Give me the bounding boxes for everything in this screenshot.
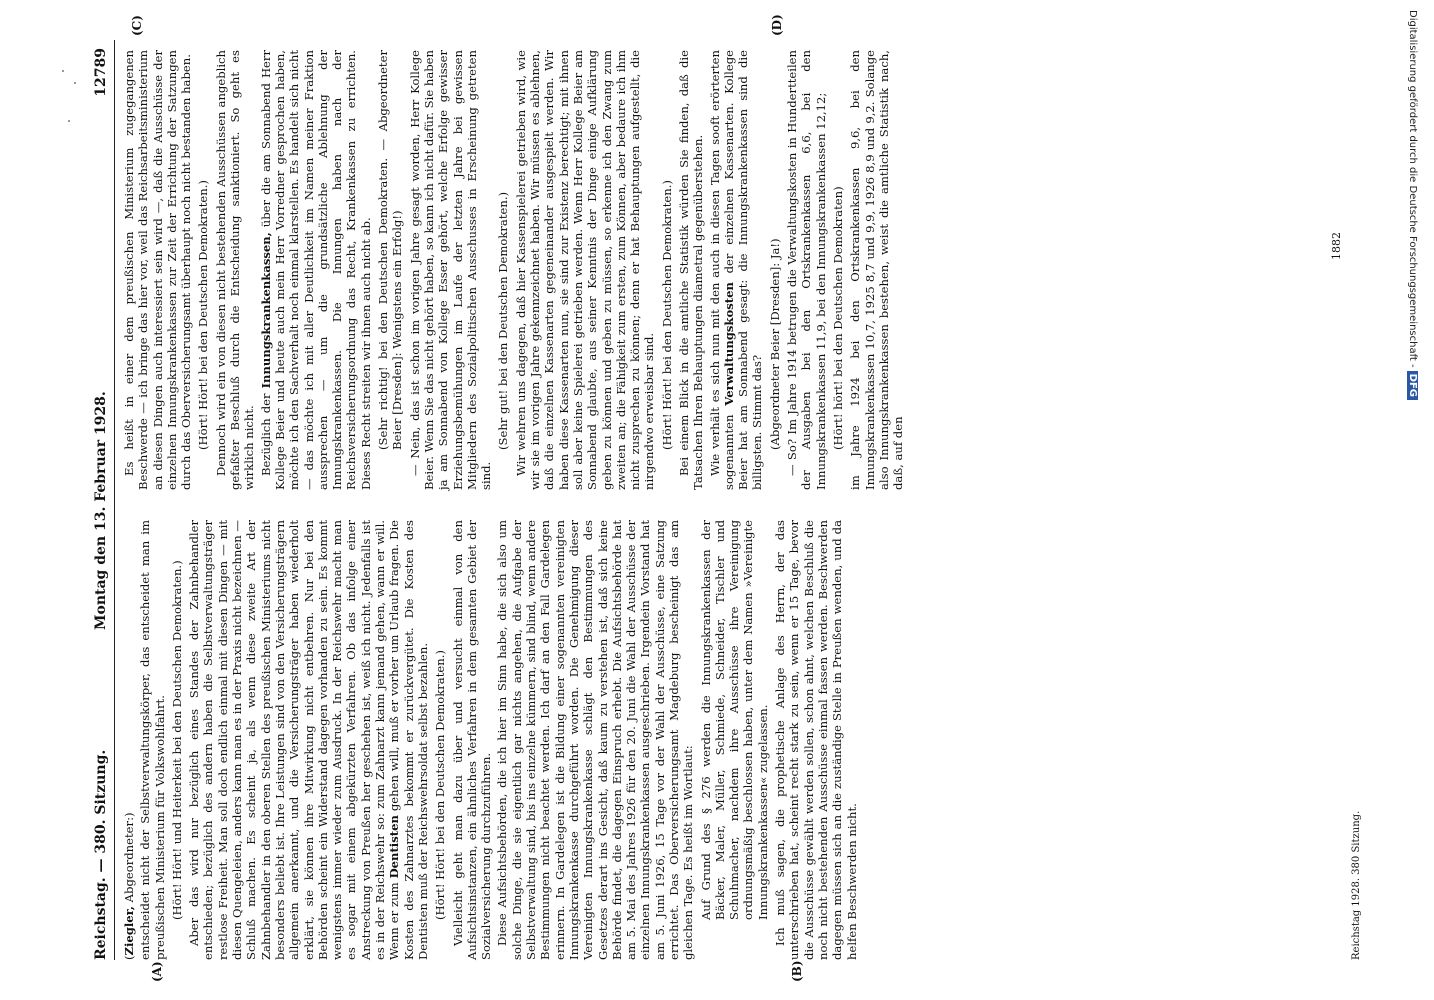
paragraph-text: Bezüglich der <box>258 393 273 476</box>
speaker-name: Ziegler, <box>122 906 136 956</box>
emphasis-dentisten: Dentisten <box>387 815 402 879</box>
paragraph: Bei einem Blick in die amtliche Statistik würden Sie finden, daß die Tatsachen Ihren Behauptungen diametral gegenüberstehen. <box>676 50 706 490</box>
paragraph: Wir wehren uns dagegen, daß hier Kassenspielerei getrieben wird, wie wir sie im vorigen Jahre gekennzeichnet haben. Wir müssen es ablehnen, daß die einzelnen Kassenarten gegeneinander ausgespielt werden. Wir haben diese Kassenarten nun, sie sind zur Existenz berechtigt; mit ihnen soll aber keine Spielerei getrieben werden. Wenn Herr Kollege Beier am Sonnabend glaubte, aus seiner Kenntnis der Dinge einige Aufklärung geben zu können und geben zu müssen, so erkenne ich den Zwang zum zweiten an; die Fähigkeit zum ersten, zum Können, aber bedaure ich ihm nicht zusprechen zu können; denn er hat Behauptungen aufgestellt, die nirgendwo erweisbar sind. <box>513 50 657 490</box>
page-header <box>90 40 115 960</box>
dfg-funding-note <box>1404 10 1418 990</box>
margin-letter-b: (B) <box>790 960 804 982</box>
paragraph-text: über die am Sonnabend Herr Kollege Beier und heute auch mein Herr Vorredner gesprochen haben, möchte ich den Sachverhalt noch einmal klarstellen. Es handelt sich nicht — das möchte ich mit aller Deutlichkeit im Namen meiner Fraktion aussprechen — um die grundsätzliche Ablehnung der Innungskrankenkassen. Die Innungen haben nach der Reichsversicherungsordnung das Recht, Krankenkassen zu errichten. Dieses Recht streiten wir ihnen auch nicht ab. <box>258 50 373 490</box>
text-column-right <box>122 50 907 490</box>
paragraph: Diese Aufsichtsbehörden, die ich hier im Sinn habe, die sich also um solche Dinge, die sie eigentlich gar nichts angehen, die Aufgabe der Selbstverwaltung sind, bis ins einzelne kümmern, sind blind, wenn andere Bestimmungen nicht beachtet werden. Ich darf an den Fall Gardelegen erinnern. In Gardelegen ist die Bildung einer sogenannten vereinigten Innungskrankenkasse durchgeführt worden. Die Genehmigung dieser Vereinigten Innungskrankenkasse schlägt den Bestimmungen des Gesetzes derart ins Gesicht, daß kaum zu verstehen ist, daß sich keine Behörde findet, die dagegen Einspruch erhebt. Die Aufsichtsbehörde hat am 5. Mai des Jahres 1926 für den 20. Juni die Wahl der Ausschüsse der einzelnen Innungskrankenkassen ausgeschrieben. Irgendein Vorstand hat am 5. Juni 1926, 15 Tage vor der Wahl der Ausschüsse, eine Satzung errichtet. Das Oberversicherungsamt Magdeburg bescheinigt das am gleichen Tage. Es heißt im Wortlaut: <box>495 520 696 960</box>
rotated-scan-page <box>90 14 1390 982</box>
dfg-logo: DFG <box>1407 371 1418 400</box>
text-column-left <box>122 520 861 960</box>
emphasis-verwaltungskosten: Verwaltungskosten <box>721 282 736 406</box>
interjection: (Sehr gut! bei den Deutschen Demokraten.) <box>496 191 511 450</box>
paragraph: Es heißt in einer dem preußischen Ministerium zugegangenen Beschwerde — ich bringe das hier vor, weil das Reichsarbeitsministerium an diesen Dingen auch interessiert sein wird —, daß die Ausschüsse der einzelnen Innungskrankenkassen zur Zeit der Errichtung der Satzungen durch das Oberversicherungsamt überhaupt noch nicht bestanden haben. <box>122 50 194 490</box>
paragraph <box>259 50 373 490</box>
interjection: (Abgeordneter Beier [Dresden]: Ja!) <box>767 238 782 450</box>
speaker-line: (Ziegler, Abgeordneter:) <box>122 812 136 960</box>
paragraph: entscheidet nicht der Selbstverwaltungskörper, das entscheidet man im preußischen Ministerium für Volkswohlfahrt. <box>138 520 167 960</box>
page-number: 12789 <box>93 48 109 97</box>
paragraph: Ich muß sagen, die prophetische Anlage des Herrn, der das unterschrieben hat, scheint recht stark zu sein, wenn er 15 Tage, bevor die Ausschüsse gewählt werden sollen, schon ahnt, welchen Beschluß die noch nicht bestehenden Ausschüsse einmal fassen werden. Beschwerden dagegen müssen sich an die zuständige Stelle in Preußen wenden, und da helfen Beschwerden nicht. <box>773 520 859 960</box>
interjection: (Sehr richtig! bei den Deutschen Demokraten. — Abgeordneter Beier [Dresden]: Wenigstens ein Erfolg!) <box>376 50 405 450</box>
scan-speck <box>62 70 64 72</box>
paragraph <box>708 50 765 490</box>
header-date: Montag den 13. Februar 1928. <box>93 391 109 630</box>
interjection: (Hört! Hört! bei den Deutschen Demokraten.) <box>659 180 674 450</box>
paragraph-text: Aber das wird nur bezüglich eines Standes der Zahnbehandler entschieden; bezüglich des andern haben die Selbstverwaltungsträger restlose Freiheit. Man soll doch endlich einmal mit diesen Dingen — mit diesen Quengeleien, anders kann man es in der Praxis nicht bezeichnen — Schluß machen. Es scheint ja, als wenn diese zweite Art der Zahnbehandler in den oberen Stellen des preußischen Ministeriums nicht besonders beliebt ist. Ihre Leistungen sind von den Versicherungsträgern allgemein anerkannt, und die Versicherungsträger haben wiederholt erklärt, sie können ihre Mitwirkung nicht entbehren. Nur bei den Behörden scheint ein Widerstand dagegen vorhanden zu sein. Es kommt wenigstens immer wieder zum Ausdruck. In der Reichswehr macht man es sogar mit einem abgekürzten Verfahren. Ob das infolge einer Anstreckung von Preußen her geschehen ist, weiß ich nicht. Jedenfalls ist es in der Reichswehr so: zum Zahnarzt kann jemand gehen, wann er will. Wenn er zum <box>187 520 402 960</box>
margin-letter-a: (A) <box>150 961 164 982</box>
page-content <box>90 14 1390 982</box>
speaker-role: Abgeordneter: <box>122 817 136 903</box>
funding-text: Digitalisierung gefördert durch die Deutsche Forschungsgemeinschaft - <box>1407 10 1418 368</box>
paragraph: Dennoch wird ein von diesen nicht bestehenden Ausschüssen angeblich gefaßter Beschluß durch die Entscheidung sanktioniert. So geht es wirklich nicht. <box>213 50 257 490</box>
interjection: (Hört! hört! bei den Deutschen Demokraten) <box>830 186 845 450</box>
emphasis-innungskrankenkassen: Innungskrankenkassen, <box>258 232 273 389</box>
paragraph-text: der einzelnen Kassenarten. Kollege Beier hat am Sonnabend gesagt: die Innungskrankenkassen sind die billigsten. Stimmt das? <box>721 49 765 490</box>
paragraph: im Jahre 1924 bei den Ortskrankenkassen 9,6, bei den Innungskrankenkassen 10,7, 1925 8,7 und 9,9, 1926 8,9 und 9,2. Solange also Innungskrankenkassen bestehen, weist die amtliche Statistik nach, daß, auf den <box>848 50 906 490</box>
header-session: Reichstag. — 380. Sitzung. <box>93 749 109 960</box>
interjection: (Hört! Hört! bei den Deutschen Demokraten.) <box>433 650 448 920</box>
paragraph: — So? Im Jahre 1914 betrugen die Verwaltungskosten in Hundertteilen der Ausgaben bei den Ortskrankenkassen 6,6, bei den Innungskrankenkassen 11,9, bei den Innungskrankenkassen 12,12; <box>785 50 828 490</box>
interjection: (Hört! Hört! bei den Deutschen Demokraten.) <box>196 180 211 450</box>
interjection: (Hört! Hört! und Heiterkeit bei den Deutschen Demokraten.) <box>169 560 184 920</box>
paragraph <box>187 520 430 960</box>
margin-letter-d: (D) <box>770 14 784 36</box>
paragraph: — Nein, das ist schon im vorigen Jahre gesagt worden, Herr Kollege Beier. Wenn Sie das nicht gehört haben, so kann ich nicht dafür. Sie haben ja am Sonnabend von Kollege Esser gehört, welche Erfolge gewisser Erziehungsbemühungen im Laufe der letzten Jahre bei gewissen Mitgliedern des Sozialpolitischen Ausschusses in Erscheinung getreten sind. <box>407 50 494 490</box>
scan-speck <box>74 82 76 84</box>
scan-speck <box>68 120 70 122</box>
quotation: Auf Grund des § 276 werden die Innungskrankenkassen der Bäcker, Maler, Müller, Schmiede, Schneider, Tischler und Schuhmacher, nachdem ihre Ausschüsse ihre Vereinigung ordnungsmäßig beschlossen haben, unter dem Namen »Vereinigte Innungskrankenkassen« zugelassen. <box>698 520 770 920</box>
footer-sheet-number: 1882 <box>1330 232 1343 260</box>
margin-letter-c: (C) <box>130 15 144 36</box>
footer-imprint: Reichstag 1928. 380 Sitzung. <box>1351 810 1362 960</box>
paragraph: Vielleicht geht man dazu über und versucht einmal von den Aufsichtsinstanzen, ein ähnliches Verfahren in dem gesamten Gebiet der Sozialversicherung durchzuführen. <box>450 520 494 960</box>
paragraph-text: gehen will, muß er vorher um Urlaub fragen. Die Kosten des Zahnarztes bekommt er zurückvergütet. Die Kosten des Dentisten muß der Reichswehrsoldat selbst bezahlen. <box>387 519 430 960</box>
paragraph-text: Wie verhält es sich nun mit den auch in diesen Tagen sooft erörterten sogenannten <box>707 50 736 490</box>
